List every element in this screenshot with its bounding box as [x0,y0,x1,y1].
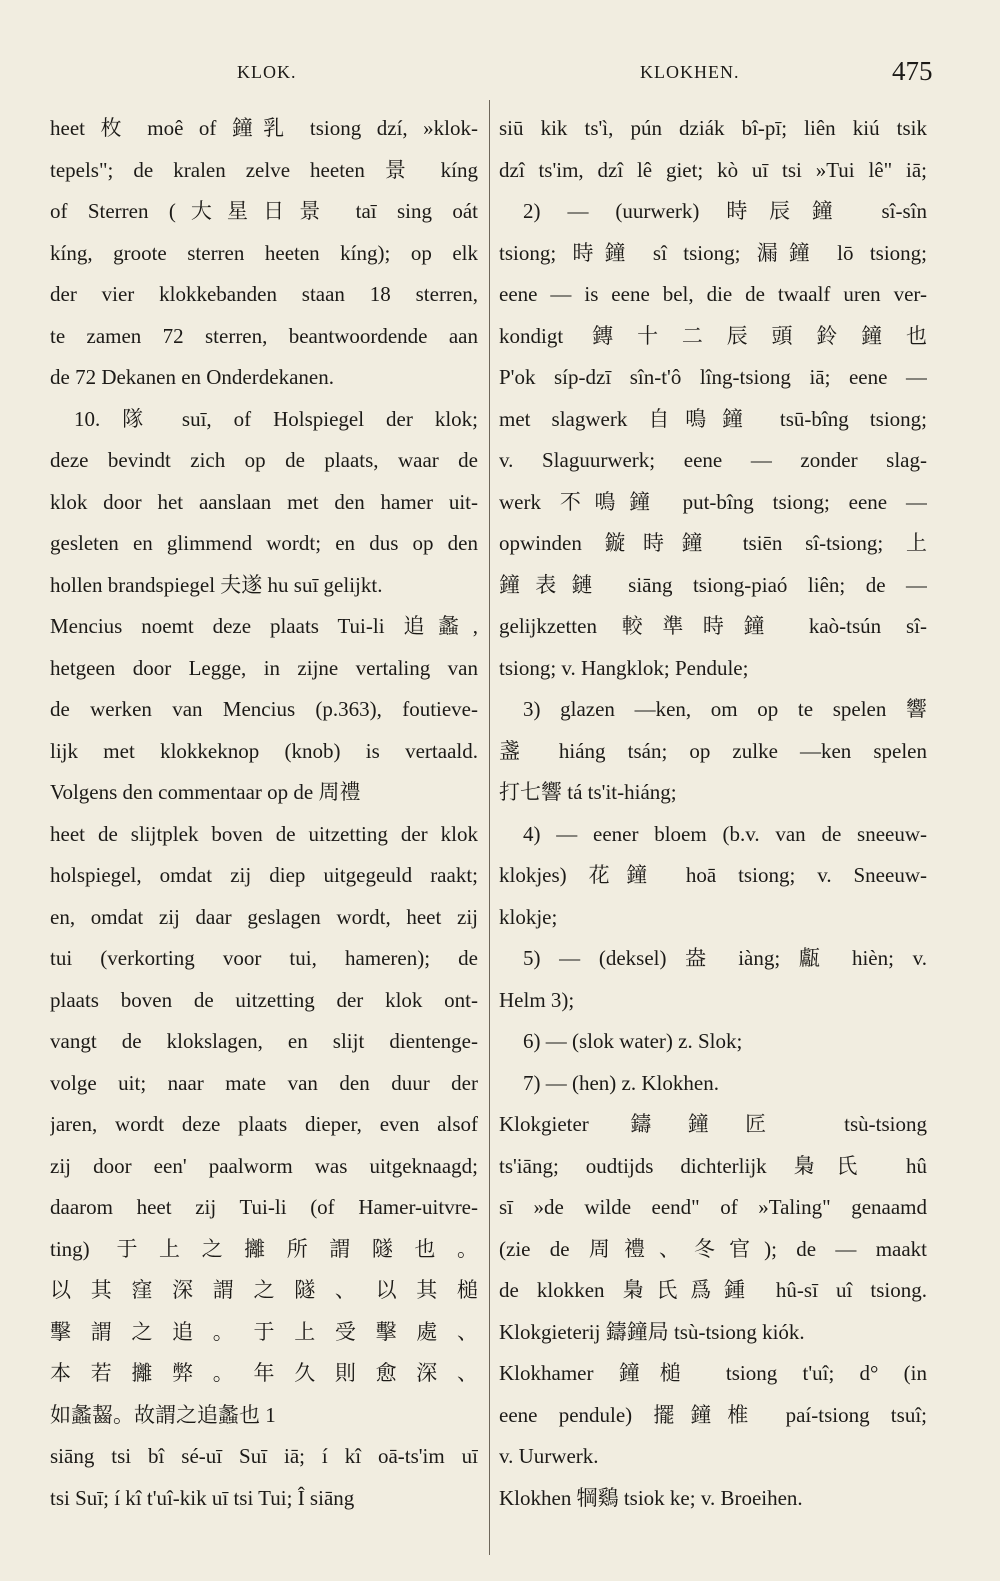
text-line: 以其窪深謂之隧、以其槌 [50,1278,478,1302]
text-line: de werken van Mencius (p.363), foutieve- [50,697,478,721]
text-line: 本若攡弊。年久則愈深、 [50,1361,478,1385]
text-line: siāng tsi bî sé-uī Suī iā; í kî oā-ts'im uī [50,1444,478,1468]
text-line: v. Slaguurwerk; eene — zonder slag- [499,448,927,472]
text-line: sī »de wilde eend" of »Taling" genaamd [499,1195,927,1219]
text-line: hollen brandspiegel 夫遂 hu suī gelijkt. [50,572,383,597]
text-line: (zie de 周禮、冬官); de — maakt [499,1236,927,1261]
text-line: gelijkzetten 較準時鐘 kaò-tsún sî- [499,614,927,638]
text-line: 盞 hiáng tsán; op zulke —ken spelen [499,738,927,763]
text-line: heet de slijtplek boven de uitzetting der klok [50,821,478,846]
text-line: deze bevindt zich op de plaats, waar de [50,448,478,472]
text-line: werk 不鳴鐘 put-bîng tsiong; eene — [499,489,927,514]
text-line: tsi Suī; í kî t'uî-kik uī tsi Tui; Î siāng [50,1485,355,1510]
text-line: plaats boven de uitzetting der klok ont- [50,987,478,1012]
text-line: 3) glazen —ken, om op te spelen 響 [523,697,927,721]
text-line: 10. 隊 suī, of Holspiegel der klok; [74,406,478,431]
text-line: en, omdat zij daar geslagen wordt, heet zij [50,904,478,929]
text-line: hetgeen door Legge, in zijne vertaling van [50,655,478,680]
text-line: tepels"; de kralen zelve heeten 景 kíng [50,157,478,182]
text-line: vangt de klokslagen, en slijt dientenge- [50,1029,478,1053]
text-line: eene — is eene bel, die de twaalf uren ver- [499,282,927,306]
running-head-center: KLOKHEN. [640,62,740,82]
text-line: zij door een' paalworm was uitgeknaagd; [50,1153,478,1178]
text-line: Helm 3); [499,987,575,1012]
text-line: met slagwerk 自鳴鐘 tsū-bîng tsiong; [499,406,927,431]
text-line: te zamen 72 sterren, beantwoordende aan [50,323,478,348]
text-line: lijk met klokkeknop (knob) is vertaald. [50,738,478,763]
text-line: tui (verkorting voor tui, hameren); de [50,946,478,970]
text-line: 鐘表鏈 siāng tsiong-piaó liên; de — [499,572,927,597]
text-line: heet 枚 moê of 鐘乳 tsiong dzí, »klok- [50,116,478,140]
text-line: klokje; [499,904,558,929]
text-line: Klokhamer 鐘槌 tsiong t'uî; d° (in [499,1361,927,1385]
running-head-left: KLOK. [237,62,297,82]
text-line: de klokken 梟氏爲鍾 hû-sī uî tsiong. [499,1278,927,1302]
text-line: 5) — (deksel) 盎 iàng; 甗 hièn; v. [523,946,927,970]
text-line: dzî ts'im, dzî lê giet; kò uī tsi »Tui lê" iā; [499,157,927,182]
text-line: 6) — (slok water) z. Slok; [523,1029,743,1053]
text-line: Klokgieterij 鑄鐘局 tsù-tsiong kiók. [499,1319,805,1344]
text-line: 擊謂之追。于上受擊處、 [50,1319,478,1344]
text-line: klok door het aanslaan met den hamer uit- [50,489,478,514]
text-line: tsiong; 時鐘 sî tsiong; 漏鐘 lō tsiong; [499,240,927,265]
text-line: Klokhen 犅鷄 tsiok ke; v. Broeihen. [499,1485,803,1510]
text-line: daarom heet zij Tui-li (of Hamer-uitvre- [50,1195,478,1219]
text-line: Mencius noemt deze plaats Tui-li 追蠡, [50,614,478,638]
text-line: holspiegel, omdat zij diep uitgegeuld raakt; [50,863,478,887]
text-line: siū kik ts'ì, pún dziák bî-pī; liên kiú tsik [499,116,927,140]
text-line: 打七響 tá ts'it-hiáng; [499,780,677,804]
text-line: de 72 Dekanen en Onderdekanen. [50,365,334,389]
page-number: 475 [892,56,933,86]
text-line: gesleten en glimmend wordt; en dus op den [50,531,478,555]
text-line: Volgens den commentaar op de 周禮 [50,780,361,804]
text-line: opwinden 鏇時鐘 tsiēn sî-tsiong; 上 [499,531,927,555]
text-line: 4) — eener bloem (b.v. van de sneeuw- [523,821,927,846]
text-line: klokjes) 花鐘 hoā tsiong; v. Sneeuw- [499,863,927,887]
left-column [50,108,478,1519]
column-divider [489,100,490,1555]
text-line: ts'iāng; oudtijds dichterlijk 梟氏 hû [499,1153,927,1178]
text-line: 2) — (uurwerk) 時辰鐘 sî-sîn [523,199,927,223]
text-line: v. Uurwerk. [499,1444,599,1468]
text-line: kondigt 鏄十二辰頭鈴鐘也 [499,323,927,348]
text-line: ting) 于上之攡所謂隧也。 [50,1236,478,1261]
text-line: der vier klokkebanden staan 18 sterren, [50,282,478,306]
text-line: volge uit; naar mate van den duur der [50,1070,478,1095]
text-line: 7) — (hen) z. Klokhen. [523,1070,719,1095]
text-line: kíng, groote sterren heeten kíng); op elk [50,240,478,265]
text-line: of Sterren (大星日景 taī sing oát [50,199,478,223]
text-line: Klokgieter 鑄鐘匠 tsù-tsiong [499,1112,927,1136]
right-column [499,108,927,1519]
text-line: 如蠡齧。故謂之追蠡也 1 [50,1402,276,1427]
text-line: tsiong; v. Hangklok; Pendule; [499,655,749,680]
text-line: jaren, wordt deze plaats dieper, even alsof [50,1112,478,1136]
text-line: eene pendule) 擺鐘椎 paí-tsiong tsuî; [499,1402,927,1427]
text-line: P'ok síp-dzī sîn-t'ô lîng-tsiong iā; eene — [499,365,927,389]
